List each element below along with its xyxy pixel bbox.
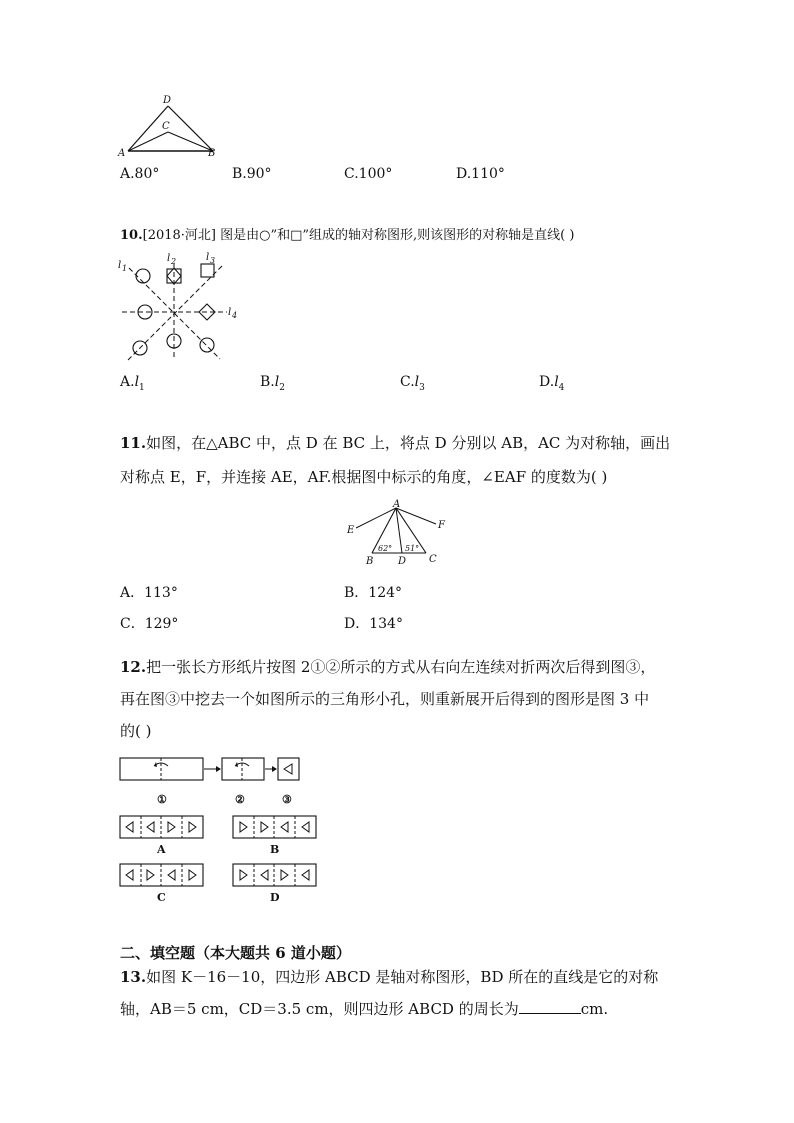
q10-label-l2-sub: 2 [171, 257, 177, 266]
q12-option-d-label: D [270, 891, 280, 904]
q10-number: 10. [120, 228, 143, 243]
q11-label-f: F [438, 520, 445, 531]
q12-option-b-figure [233, 816, 316, 856]
q10-option-c-letter: C. [400, 374, 415, 390]
q11-text-1: 如图，在△ABC 中，点 D 在 BC 上，将点 D 分别以 AB，AC 为对称轴，画出 [146, 434, 671, 452]
q12-line-3: 的( ) [120, 722, 152, 740]
q10-option-a-var: l [134, 374, 140, 390]
q11-number: 11. [120, 434, 147, 452]
q10-option-d-sub: 4 [558, 382, 565, 393]
q11-label-d: D [398, 556, 407, 567]
q12-option-a-figure [120, 816, 203, 856]
q10-option-d-letter: D. [539, 374, 555, 390]
q10-option-a-sub: 1 [139, 382, 145, 393]
q10-option-a-letter: A. [120, 374, 135, 390]
q12-folding-figure [118, 752, 328, 910]
q10-label-l1: l [118, 260, 122, 271]
q11-option-a[interactable]: A．113° [120, 585, 178, 601]
q12-option-c-figure [120, 864, 203, 904]
q12-step-1: ① [157, 793, 167, 806]
q11-option-d[interactable]: D．134° [344, 616, 403, 632]
q10-label-l1-sub: 1 [122, 264, 128, 273]
q9-label-b: B [208, 148, 216, 159]
q10-label-l3-sub: 3 [210, 256, 216, 265]
q10-option-d-var: l [554, 374, 559, 390]
q13-number: 13. [120, 968, 147, 986]
q12-step-2: ② [235, 793, 245, 806]
q12-option-a-label: A [157, 843, 166, 856]
q9-label-a: A [118, 148, 126, 159]
q10-label-l2: l [167, 253, 171, 264]
q10-label-l4: l [228, 307, 232, 318]
q9-option-b[interactable]: B.90° [232, 166, 272, 182]
q12-option-d-figure [233, 864, 316, 904]
q13-line-1 [120, 966, 658, 987]
q12-line-2: 再在图③中挖去一个如图所示的三角形小孔，则重新展开后得到的图形是图 3 中 [120, 690, 650, 708]
q11-label-a: A [393, 499, 401, 510]
q10-label-l3: l [206, 252, 210, 263]
q11-line-1 [120, 432, 670, 453]
q12-number: 12. [120, 658, 147, 676]
q9-option-c[interactable]: C.100° [344, 166, 393, 182]
q12-text-1: 把一张长方形纸片按图 2①②所示的方式从右向左连续对折两次后得到图③， [146, 658, 656, 676]
q9-option-d[interactable]: D.110° [456, 166, 505, 182]
q9-label-c: C [162, 121, 170, 132]
q11-angle-51: 51° [405, 544, 420, 553]
q13-unit: cm. [580, 1000, 609, 1018]
q13-answer-blank[interactable] [519, 1001, 581, 1014]
q10-option-c[interactable] [400, 374, 425, 393]
q10-symmetry-figure [114, 250, 249, 365]
q13-line-2 [120, 998, 608, 1019]
q12-option-b-label: B [270, 843, 280, 856]
q11-angle-62: 62° [378, 544, 393, 553]
q11-option-b[interactable]: B．124° [344, 585, 403, 601]
q10-option-b-sub: 2 [279, 382, 285, 393]
q12-step-3: ③ [282, 793, 292, 806]
q10-option-c-var: l [414, 374, 420, 390]
q10-option-b-var: l [274, 374, 280, 390]
q11-label-c: C [429, 554, 437, 565]
q10-label-l4-sub: 4 [232, 311, 238, 320]
q10-option-d[interactable] [539, 374, 564, 393]
q9-triangle-figure [118, 92, 228, 162]
q13-text-2: 轴，AB＝5 cm，CD＝3.5 cm，则四边形 ABCD 的周长为 [120, 1000, 519, 1018]
q9-option-a[interactable]: A.80° [120, 166, 160, 182]
q11-option-c[interactable]: C．129° [120, 616, 179, 632]
q11-line-2: 对称点 E，F，并连接 AE，AF.根据图中标示的角度，∠EAF 的度数为( ) [120, 468, 608, 486]
q10-question [120, 224, 574, 243]
q10-option-a[interactable] [120, 374, 145, 393]
q12-line-1 [120, 656, 655, 677]
q10-text: [2018·河北] 图是由○”和□”组成的轴对称图形,则该图形的对称轴是直线( ) [142, 228, 575, 243]
q11-label-e: E [347, 525, 355, 536]
q13-text-1: 如图 K－16－10，四边形 ABCD 是轴对称图形，BD 所在的直线是它的对称 [146, 968, 659, 986]
q12-option-c-label: C [157, 891, 166, 904]
q10-option-b[interactable] [260, 374, 285, 393]
section-2-title: 二、填空题（本大题共 6 道小题） [120, 944, 351, 962]
q11-label-b: B [366, 556, 374, 567]
q9-label-d: D [163, 95, 172, 106]
q10-option-b-letter: B. [260, 374, 275, 390]
q10-option-c-sub: 3 [419, 382, 425, 393]
q11-triangle-figure [342, 498, 452, 570]
